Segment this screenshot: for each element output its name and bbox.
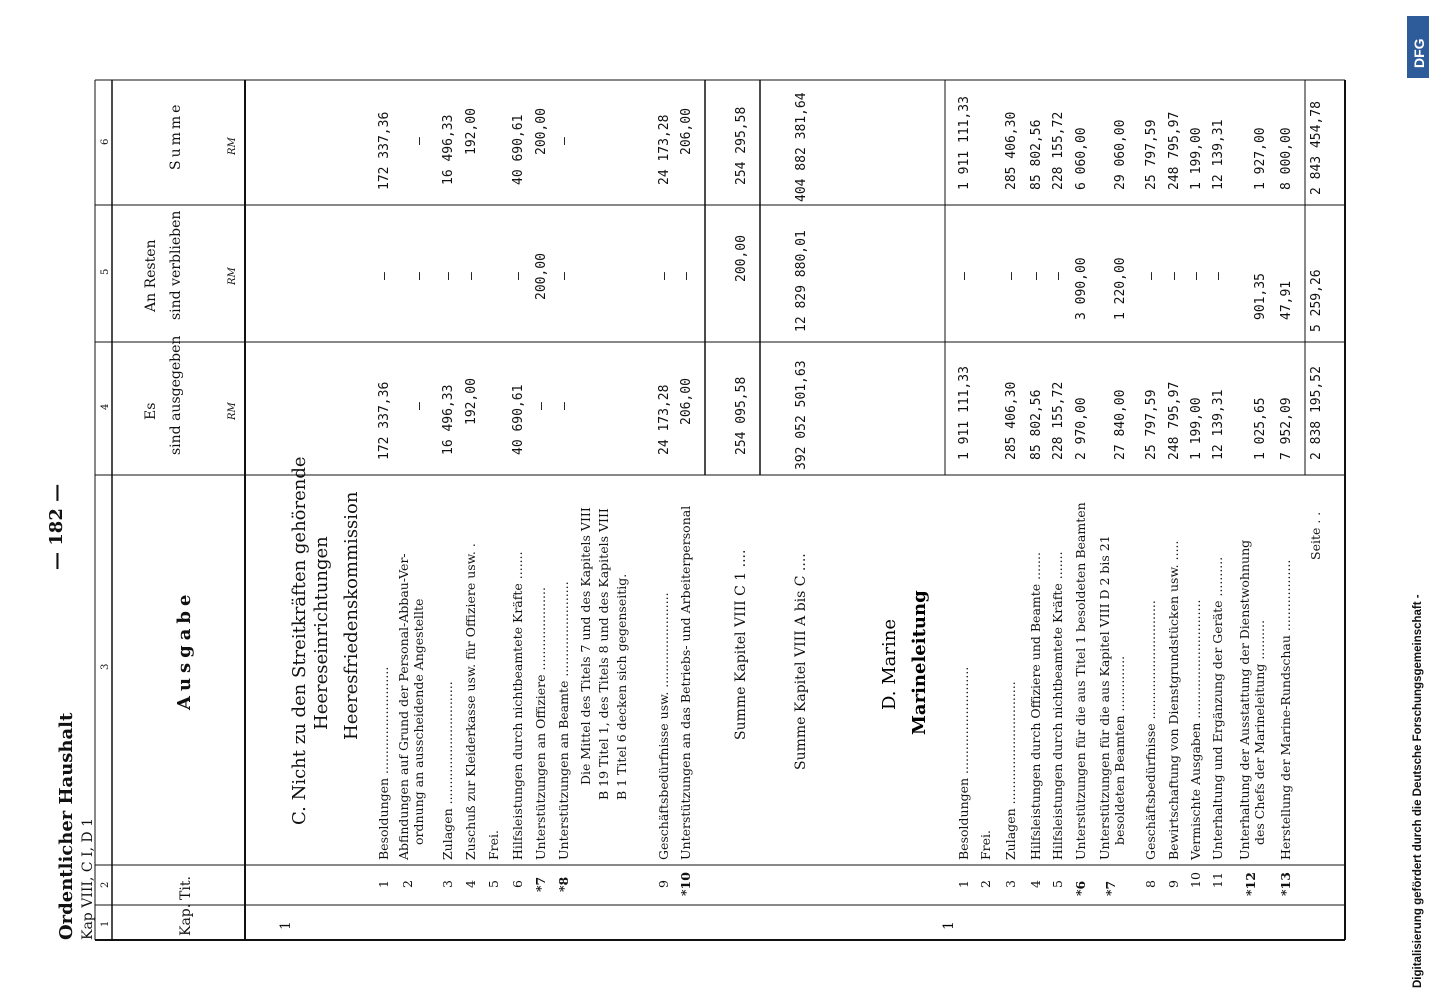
row-text: Herstellung der Marine-Rundschau .................. <box>1278 559 1293 860</box>
row-c4: 40 690,61 <box>511 384 526 455</box>
row-tit: 5 <box>1050 880 1065 888</box>
row-text: Unterstützungen für die aus Titel 1 besoldeten Beamten <box>1073 502 1088 860</box>
row-c4: — <box>557 402 572 410</box>
row-tit: 11 <box>1210 872 1225 888</box>
colnum-4: 4 <box>100 403 111 410</box>
table-row <box>1166 112 1182 888</box>
row-c5: 200,00 <box>534 253 549 300</box>
seite-row <box>1308 101 1324 560</box>
row-text: Unterstützungen an Offiziere ..................... <box>533 587 548 860</box>
table-row <box>1143 120 1159 888</box>
note-line-3: B 1 Titel 6 decken sich gegenseitig. <box>614 573 629 800</box>
row-c6: 285 406,30 <box>1004 111 1019 190</box>
section-c-heading-1: C. Nicht zu den Streitkräften gehörende <box>289 456 310 825</box>
table-row <box>1073 127 1089 896</box>
table-row <box>1028 120 1044 888</box>
row-c4: 25 797,59 <box>1144 389 1159 460</box>
row-tit: *13 <box>1278 872 1293 896</box>
note-line-1: Die Mittel des Titels 7 und des Kapitels VIII <box>578 507 593 785</box>
seite-c6: 2 843 454,78 <box>1309 101 1324 195</box>
row-c4: 27 840,00 <box>1113 389 1128 460</box>
row-c5: — <box>1167 272 1182 280</box>
header-reste-2: sind verblieben <box>168 210 184 320</box>
row-c6: 40 690,61 <box>511 114 526 185</box>
seite-c4: 2 838 195,52 <box>1309 366 1324 460</box>
row-c5: 901,35 <box>1253 273 1268 320</box>
page-number: — 182 — <box>46 483 67 570</box>
row-c6: 16 496,33 <box>441 114 456 185</box>
row-text: Geschäftsbedürfnisse usw. ........................ <box>656 592 671 860</box>
row-text: Zuschuß zur Kleiderkasse usw. für Offiziere usw. . <box>463 543 478 860</box>
header-es-1: Es <box>143 402 159 420</box>
row-c6: — <box>412 137 427 145</box>
row-tit: 2 <box>978 880 993 888</box>
row-text: Besoldungen ........................... <box>376 666 391 860</box>
row-tit: 3 <box>1003 880 1018 888</box>
row-tit: 10 <box>1188 872 1203 888</box>
row-c4: — <box>534 402 549 410</box>
row-c5: — <box>464 272 479 280</box>
row-c4: 24 173,28 <box>657 384 672 455</box>
row-c4: 1 199,00 <box>1189 397 1204 460</box>
summe-a-c-c4: 392 052 501,63 <box>794 360 809 470</box>
row-c6: 85 802,56 <box>1029 119 1044 190</box>
page-subtitle: Kap VIII, C I, D 1 <box>80 818 96 940</box>
row-c4: 2 970,00 <box>1074 397 1089 460</box>
row-text: Unterhaltung der Ausstattung der Dienstwohnung <box>1237 539 1252 860</box>
summe-c1-c5: 200,00 <box>734 235 749 282</box>
row-c5: — <box>557 272 572 280</box>
row-tit: 4 <box>1028 880 1043 888</box>
row-c5: 47,91 <box>1279 280 1294 320</box>
header-unit-6: RM <box>227 137 238 155</box>
row-c4: 192,00 <box>464 378 479 425</box>
section-d-kap: 1 <box>941 921 957 930</box>
summe-a-c-c5: 12 829 880,01 <box>794 230 809 332</box>
row-text: Frei. <box>978 829 993 860</box>
row-tit: 1 <box>956 880 971 888</box>
section-c-kap: 1 <box>278 921 294 930</box>
row-c6: 8 000,00 <box>1279 127 1294 190</box>
row-tit: 9 <box>1166 880 1181 888</box>
row-text: Abfindungen auf Grund der Personal-Abbau-Ver- <box>396 553 411 860</box>
row-c5: — <box>679 272 694 280</box>
row-text: Hilfsleistungen durch Offiziere und Beamte ....... <box>1028 552 1043 860</box>
seite-c5: 5 259,26 <box>1309 269 1324 332</box>
row-c5: — <box>1189 272 1204 280</box>
row-c4: 172 337,36 <box>377 381 392 460</box>
row-c5: 3 090,00 <box>1074 257 1089 320</box>
summe-c1-c6: 254 295,58 <box>734 106 749 185</box>
row-text: Vermischte Ausgaben .............................. <box>1188 599 1203 860</box>
header-unit-4: RM <box>227 402 238 420</box>
table-row <box>1237 127 1268 896</box>
row-c6: 206,00 <box>679 108 694 155</box>
row-c4: 1 911 111,33 <box>957 366 972 460</box>
row-tit: 4 <box>463 880 478 888</box>
row-c4: 248 795,97 <box>1167 381 1182 460</box>
header-es-2: sind ausgegeben <box>168 335 184 455</box>
row-c6: 25 797,59 <box>1144 119 1159 190</box>
table-row <box>956 96 972 888</box>
row-c4: 206,00 <box>679 378 694 425</box>
row-c4: 1 025,65 <box>1253 397 1268 460</box>
table-row <box>1188 127 1204 888</box>
row-text: Unterstützungen an Beamte ........................ <box>556 581 571 860</box>
row-c5: — <box>1029 272 1044 280</box>
digitization-credit <box>1397 8 1431 993</box>
row-c5: — <box>957 272 972 280</box>
table-row <box>1097 120 1128 896</box>
row-tit: 5 <box>486 880 501 888</box>
summe-c1-label: Summe Kapitel VIII C 1 .... <box>733 549 749 740</box>
table-row <box>978 830 993 888</box>
row-c6: 29 060,00 <box>1113 119 1128 190</box>
colnum-3: 3 <box>100 663 111 670</box>
row-c6: 1 911 111,33 <box>957 96 972 190</box>
row-text-2: besoldeten Beamten .............. <box>1112 655 1127 845</box>
row-tit: 8 <box>1143 880 1158 888</box>
credit-text: Digitalisierung gefördert durch die Deutsche Forschungsgemeinschaft - <box>1412 594 1424 988</box>
row-tit: 2 <box>400 880 415 888</box>
row-text: Geschäftsbedürfnisse .............................. <box>1143 600 1158 860</box>
row-c5: — <box>377 272 392 280</box>
row-tit: *6 <box>1073 880 1088 896</box>
colnum-5: 5 <box>100 268 111 275</box>
row-c5: — <box>511 272 526 280</box>
row-text-2: ordnung an ausscheidende Angestellte <box>411 598 426 845</box>
header-unit-5: RM <box>227 267 238 285</box>
row-c6: 192,00 <box>464 108 479 155</box>
header-ausgabe: Ausgabe <box>174 589 195 710</box>
row-text: Unterstützungen für die aus Kapitel VIII D 2 bis 21 <box>1097 535 1112 860</box>
summe-a-c-c6: 404 882 381,64 <box>794 92 809 202</box>
row-c4: 12 139,31 <box>1211 389 1226 460</box>
row-tit: *12 <box>1243 872 1258 896</box>
row-c4: 285 406,30 <box>1004 381 1019 460</box>
row-c4: 16 496,33 <box>441 384 456 455</box>
row-c4: 228 155,72 <box>1051 381 1066 460</box>
row-text: Zulagen ............................... <box>1003 681 1018 860</box>
row-c6: 1 927,00 <box>1253 127 1268 190</box>
row-tit: 9 <box>656 880 671 888</box>
header-tit: Tit. <box>178 876 194 900</box>
row-c6: — <box>557 137 572 145</box>
summe-a-c-label: Summe Kapitel VIII A bis C .... <box>793 553 809 770</box>
colnum-6: 6 <box>100 138 111 145</box>
row-c4: 7 952,09 <box>1279 397 1294 460</box>
row-tit: 1 <box>376 880 391 888</box>
row-c6: 172 337,36 <box>377 111 392 190</box>
table-row <box>1003 112 1019 888</box>
colnum-2: 2 <box>100 881 111 888</box>
row-text: Hilfsleistungen durch nichtbeamtete Kräfte ....... <box>1050 551 1065 860</box>
row-text: Unterhaltung und Ergänzung der Geräte .......... <box>1210 556 1225 860</box>
row-text-2: des Chefs der Marineleitung .......... <box>1252 619 1267 845</box>
page-title: Ordentlicher Haushalt <box>56 712 77 940</box>
table-row <box>1278 127 1294 896</box>
row-tit: 6 <box>510 880 525 888</box>
row-text: Zulagen ............................... <box>440 681 455 860</box>
row-c6: 248 795,97 <box>1167 111 1182 190</box>
dfg-logo: DFG <box>1411 38 1427 68</box>
row-tit: *8 <box>556 876 571 892</box>
header-summe: Summe <box>168 101 184 170</box>
row-tit: *10 <box>678 872 693 896</box>
row-c6: 6 060,00 <box>1074 127 1089 190</box>
row-c6: 12 139,31 <box>1211 119 1226 190</box>
section-c-heading-2: Heereseinrichtungen <box>311 536 332 730</box>
row-text: Bewirtschaftung von Dienstgrundstücken usw. ..... <box>1166 540 1181 860</box>
row-c5: — <box>1051 272 1066 280</box>
row-tit: 3 <box>440 880 455 888</box>
row-c5: — <box>657 272 672 280</box>
row-text: Besoldungen ........................... <box>956 666 971 860</box>
row-c6: 1 199,00 <box>1189 127 1204 190</box>
row-text: Hilfsleistungen durch nichtbeamtete Kräfte ....... <box>510 551 525 860</box>
row-c4: — <box>412 402 427 410</box>
section-d-heading-2: Marineleitung <box>909 590 930 735</box>
summe-c1-c4: 254 095,58 <box>734 376 749 455</box>
row-c4: 85 802,56 <box>1029 389 1044 460</box>
row-c5: — <box>1144 272 1159 280</box>
section-c-heading-3: Heeresfriedenskommission <box>341 491 362 740</box>
row-tit: *7 <box>1103 880 1118 896</box>
row-c5: — <box>441 272 456 280</box>
row-c6: 228 155,72 <box>1051 111 1066 190</box>
colnum-1: 1 <box>100 920 111 927</box>
row-text: Frei. <box>486 829 501 860</box>
section-d-heading-1: D. Marine <box>879 618 900 710</box>
header-reste-1: An Resten <box>143 239 159 312</box>
row-c5: — <box>1004 272 1019 280</box>
table-row <box>1210 120 1226 888</box>
note-line-2: B 19 Titel 1, des Titels 8 und des Kapitels VIII <box>596 508 611 800</box>
row-c5: — <box>412 272 427 280</box>
header-kap: Kap. <box>178 903 194 936</box>
row-c5: 1 220,00 <box>1113 257 1128 320</box>
table-row <box>1050 112 1066 888</box>
row-c6: 200,00 <box>534 108 549 155</box>
row-c6: 24 173,28 <box>657 114 672 185</box>
row-tit: *7 <box>533 876 548 892</box>
seite-label: Seite . . <box>1308 511 1323 560</box>
row-c5: — <box>1211 272 1226 280</box>
row-text: Unterstützungen an das Betriebs- und Arbeiterpersonal <box>678 505 693 860</box>
